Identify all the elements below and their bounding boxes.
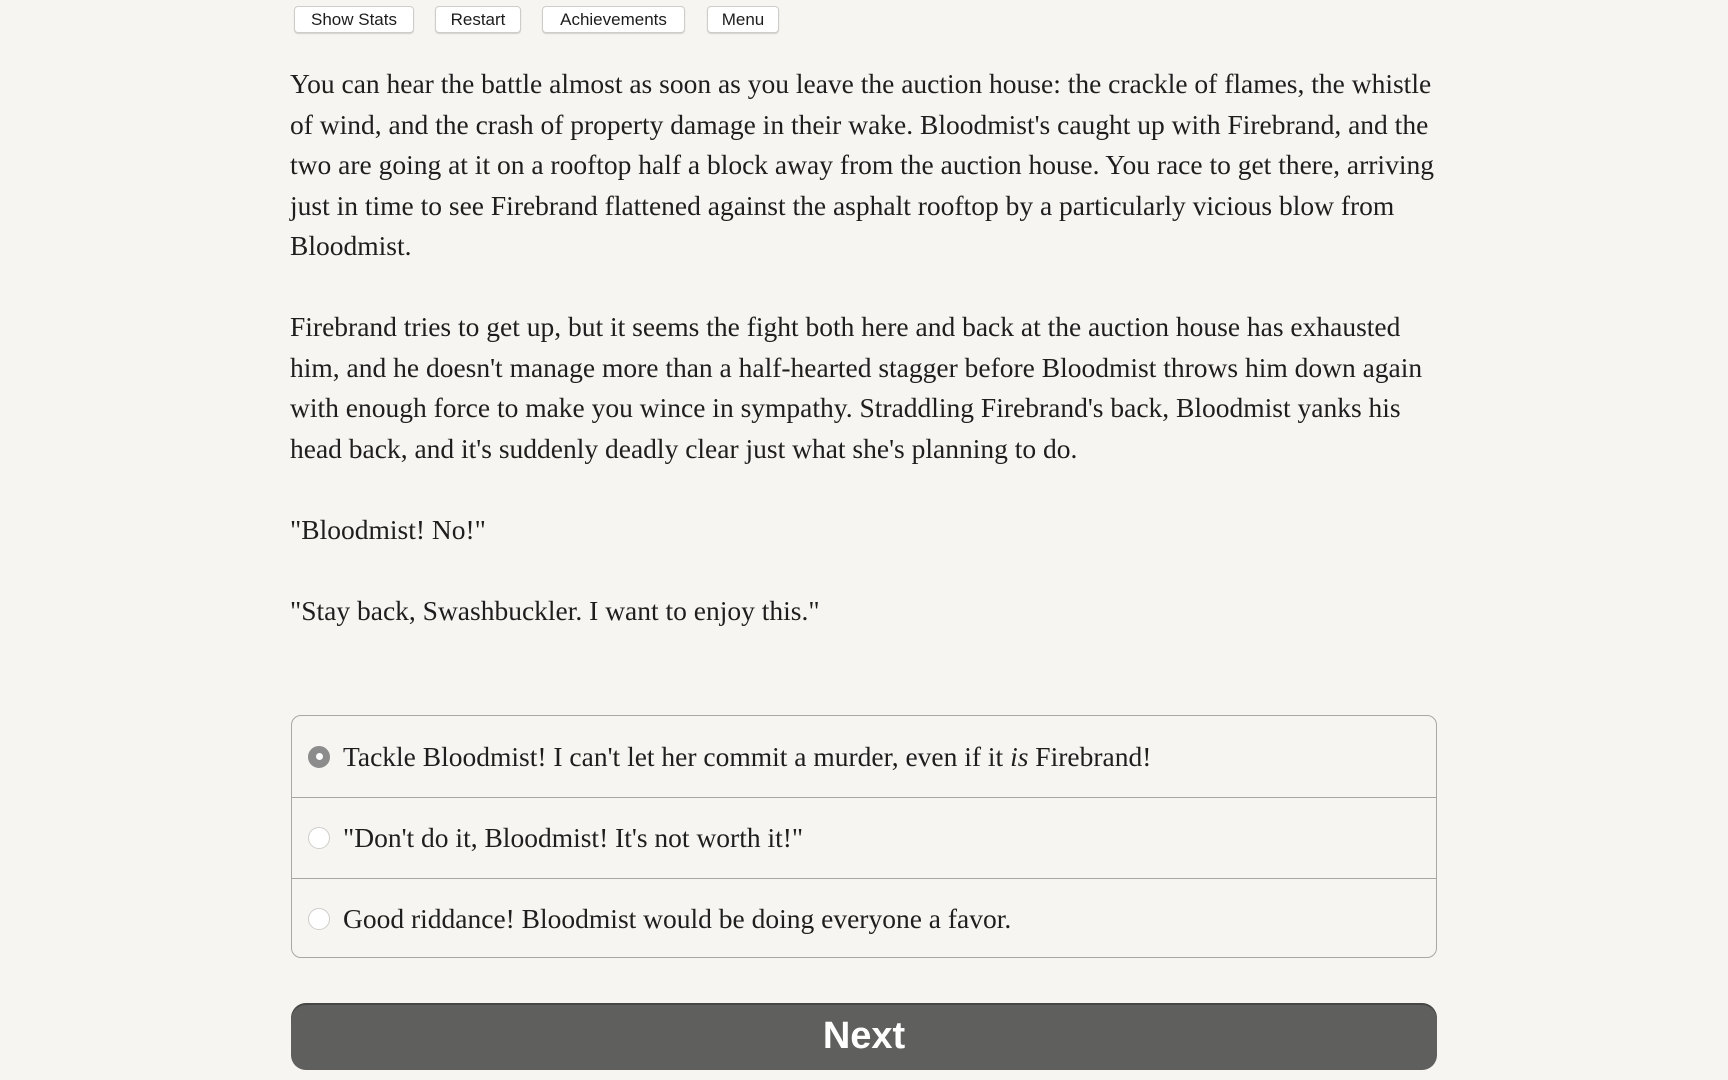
- choice-label: "Don't do it, Bloodmist! It's not worth it!": [343, 822, 804, 853]
- radio-unselected-icon[interactable]: [308, 827, 330, 849]
- menu-button[interactable]: Menu: [707, 6, 779, 33]
- choice-label: Good riddance! Bloodmist would be doing everyone a favor.: [343, 903, 1012, 934]
- next-button[interactable]: Next: [291, 1003, 1437, 1070]
- radio-unselected-icon[interactable]: [308, 908, 330, 930]
- achievements-button[interactable]: Achievements: [542, 6, 685, 33]
- restart-button[interactable]: Restart: [435, 6, 521, 33]
- story-paragraph: You can hear the battle almost as soon as you leave the auction house: the crackle of flames, the whistle of wind, and the crash of property damage in their wake. Bloodmist's caught up with Firebrand, and the two are going at it on a rooftop half a block away from the auction house. You race to get there, arriving just in time to see Firebrand flattened against the asphalt rooftop by a particularly vicious blow from Bloodmist.: [290, 68, 1434, 261]
- dialogue-line: "Bloodmist! No!": [290, 513, 486, 545]
- choice-list: [291, 715, 1437, 958]
- choice-option-dont-do-it[interactable]: [292, 797, 1436, 878]
- radio-selected-icon[interactable]: [308, 746, 330, 768]
- story-paragraph: Firebrand tries to get up, but it seems the fight both here and back at the auction house has exhausted him, and he doesn't manage more than a half-hearted stagger before Bloodmist throws him down again with enough force to make you wince in sympathy. Straddling Firebrand's back, Bloodmist yanks his head back, and it's suddenly deadly clear just what she's planning to do.: [290, 311, 1423, 464]
- story-text: [290, 64, 1440, 672]
- choice-option-tackle[interactable]: [292, 716, 1436, 797]
- show-stats-button[interactable]: Show Stats: [294, 6, 414, 33]
- choice-option-good-riddance[interactable]: [292, 878, 1436, 958]
- choice-label: Tackle Bloodmist! I can't let her commit a murder, even if it is Firebrand!: [343, 740, 1152, 772]
- dialogue-line: "Stay back, Swashbuckler. I want to enjoy this.": [290, 594, 820, 626]
